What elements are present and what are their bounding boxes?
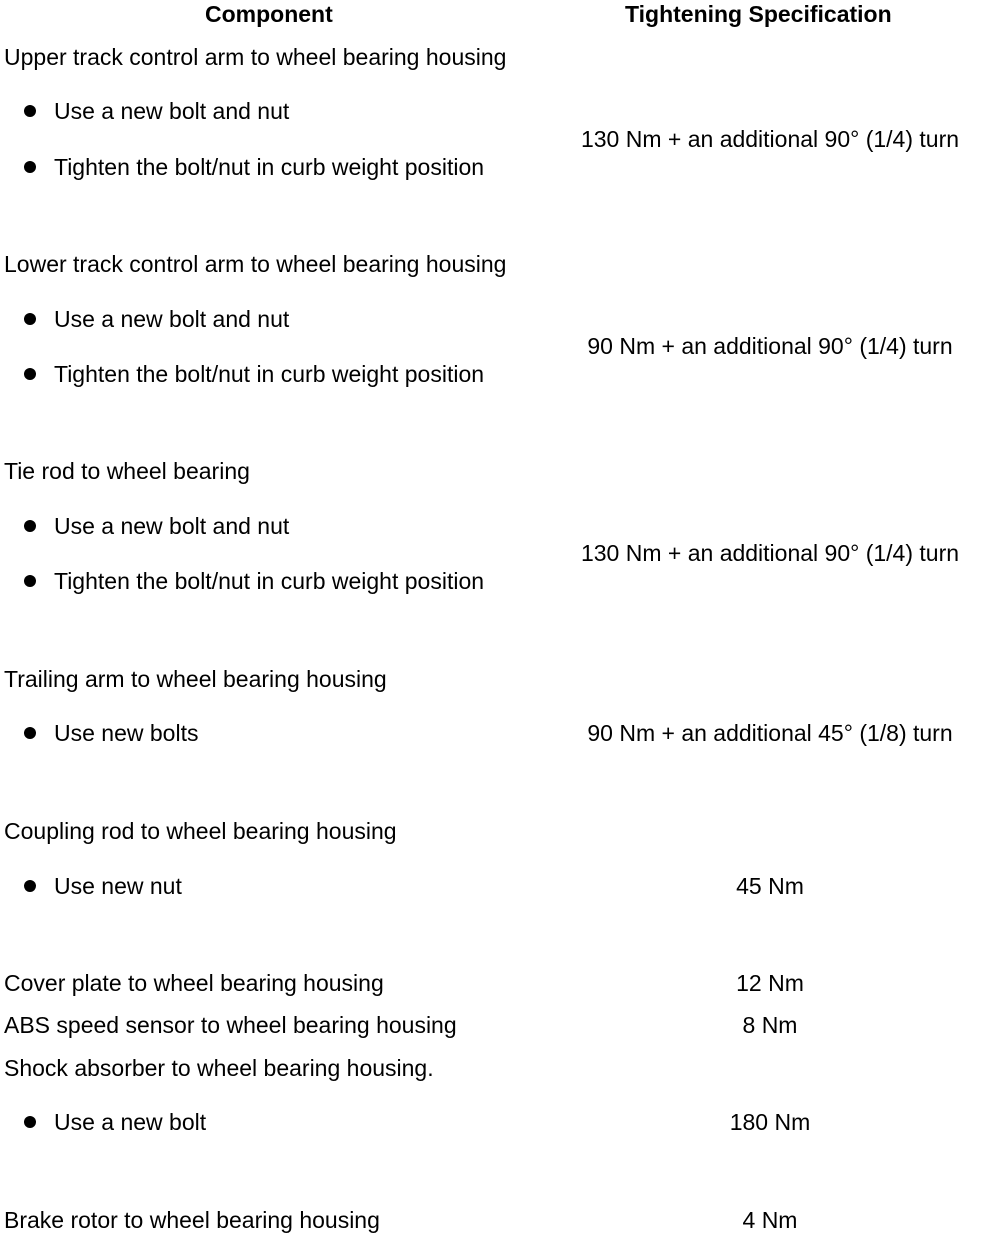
bullet-text: Use a new bolt bbox=[54, 1109, 207, 1135]
bullet-icon bbox=[24, 575, 36, 587]
bullet-icon bbox=[24, 313, 36, 325]
bullet-text: Use a new bolt and nut bbox=[54, 98, 290, 124]
bullet-icon bbox=[24, 161, 36, 173]
spec-shock-absorber: 180 Nm bbox=[729, 1109, 811, 1135]
component-shock-absorber: Shock absorber to wheel bearing housing. bbox=[4, 1055, 434, 1081]
bullet-icon bbox=[24, 520, 36, 532]
spec-tie-rod: 130 Nm + an additional 90° (1/4) turn bbox=[580, 540, 960, 566]
spec-cover-plate: 12 Nm bbox=[736, 970, 804, 996]
bullet-item bbox=[24, 97, 289, 125]
bullet-icon bbox=[24, 368, 36, 380]
bullet-item bbox=[24, 1108, 206, 1136]
bullet-item bbox=[24, 153, 484, 181]
bullet-text: Tighten the bolt/nut in curb weight position bbox=[54, 361, 485, 387]
bullet-text: Tighten the bolt/nut in curb weight position bbox=[54, 568, 485, 594]
bullet-text: Use new nut bbox=[54, 873, 182, 899]
component-lower-track-control-arm: Lower track control arm to wheel bearing housing bbox=[4, 251, 507, 277]
bullet-text: Use a new bolt and nut bbox=[54, 513, 290, 539]
component-abs-speed-sensor: ABS speed sensor to wheel bearing housing bbox=[4, 1012, 457, 1038]
bullet-item bbox=[24, 360, 484, 388]
spec-brake-rotor: 4 Nm bbox=[742, 1207, 798, 1233]
bullet-text: Use new bolts bbox=[54, 720, 199, 746]
bullet-icon bbox=[24, 727, 36, 739]
spec-abs-speed-sensor: 8 Nm bbox=[742, 1012, 798, 1038]
spec-coupling-rod: 45 Nm bbox=[736, 873, 804, 899]
bullet-text: Tighten the bolt/nut in curb weight position bbox=[54, 154, 485, 180]
bullet-item bbox=[24, 567, 484, 595]
bullet-item bbox=[24, 305, 289, 333]
component-tie-rod: Tie rod to wheel bearing bbox=[4, 458, 250, 484]
component-coupling-rod: Coupling rod to wheel bearing housing bbox=[4, 818, 397, 844]
specification-column-header: Tightening Specification bbox=[625, 1, 892, 27]
bullet-icon bbox=[24, 105, 36, 117]
spec-lower-track-control-arm: 90 Nm + an additional 90° (1/4) turn bbox=[587, 333, 953, 359]
bullet-icon bbox=[24, 1116, 36, 1128]
component-cover-plate: Cover plate to wheel bearing housing bbox=[4, 970, 384, 996]
spec-upper-track-control-arm: 130 Nm + an additional 90° (1/4) turn bbox=[580, 126, 960, 152]
bullet-icon bbox=[24, 880, 36, 892]
bullet-item bbox=[24, 719, 198, 747]
spec-trailing-arm: 90 Nm + an additional 45° (1/8) turn bbox=[587, 720, 953, 746]
bullet-item bbox=[24, 512, 289, 540]
component-trailing-arm: Trailing arm to wheel bearing housing bbox=[4, 666, 387, 692]
component-upper-track-control-arm: Upper track control arm to wheel bearing housing bbox=[4, 44, 507, 70]
bullet-text: Use a new bolt and nut bbox=[54, 306, 290, 332]
component-column-header: Component bbox=[205, 1, 333, 27]
bullet-item bbox=[24, 872, 182, 900]
component-brake-rotor: Brake rotor to wheel bearing housing bbox=[4, 1207, 380, 1233]
